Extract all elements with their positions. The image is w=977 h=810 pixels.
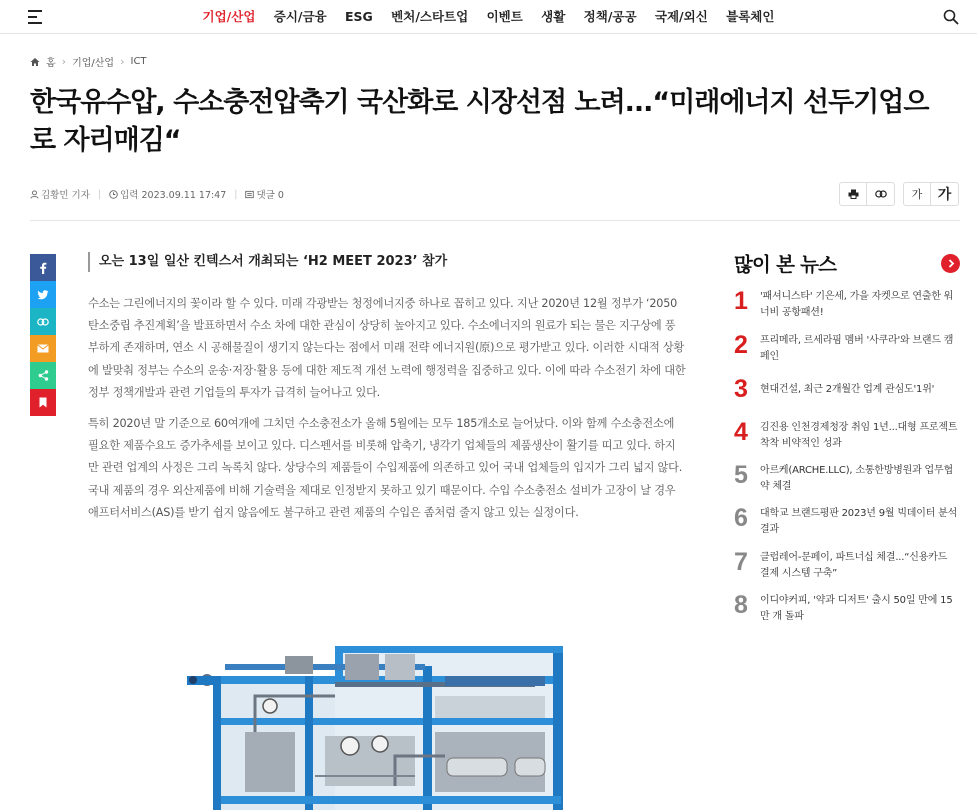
rank-number: 7 (734, 548, 748, 576)
comment-icon (245, 190, 254, 199)
nav-item-blockchain[interactable]: 블록체인 (726, 9, 775, 24)
facebook-icon (39, 262, 47, 274)
share-email-button[interactable] (30, 335, 56, 362)
article-photo (185, 636, 585, 810)
nav-item-event[interactable]: 이벤트 (486, 9, 523, 24)
meta-divider: | (97, 188, 102, 200)
author (30, 187, 90, 201)
most-viewed-headline: 이디야커피, '약과 디저트' 출시 50일 만에 15만 개 돌파 (760, 595, 953, 622)
print-icon (848, 189, 859, 199)
link-icon (875, 190, 887, 198)
most-viewed-item[interactable] (734, 288, 960, 320)
font-size-group (903, 182, 959, 206)
header-divider (30, 220, 960, 221)
nav-item-venture[interactable]: 벤처/스타트업 (391, 9, 469, 24)
share-facebook-button[interactable] (30, 254, 56, 281)
breadcrumb-subsection[interactable]: ICT (130, 56, 147, 67)
most-viewed-item[interactable] (734, 462, 960, 494)
article-paragraph: 수소는 그린에너지의 꽃이라 할 수 있다. 미래 각광받는 청정에너지중 하나로 꼽히고 있다. 지난 2020년 12월 정부가 ‘2050 탄소중립 추진계획’을 발표하면서 수소 차에 대한 관심이 상당히 높아지고 있다. 수소에너지의 원료가 되는 물은 지구상에 풍부하게 존재하며, 연소 시 공해물질이 생기지 않는다는 점에서 미래 전략 에너지원(原)으로 평가받고 있다. 이러한 시대적 상황에 발맞춰 정부는 수소의 운송·저장·활용 등에 대한 제도적 개선 노력에 행정력을 집중하고 있다. 이에 따라 수소전기 차에 대한 정부 정책개발과 관련 기업들의 투자가 급격히 늘어나고 있다. (88, 297, 686, 399)
chevron-right-icon: › (120, 55, 125, 68)
more-button[interactable] (941, 254, 960, 273)
top-bar (0, 0, 977, 34)
font-decrease-button[interactable]: 가 (904, 183, 931, 205)
copy-link-button[interactable] (867, 183, 894, 205)
chevron-right-icon (947, 259, 955, 268)
bookmark-icon (39, 397, 47, 408)
clock-icon (109, 190, 118, 199)
email-icon (37, 344, 49, 353)
most-viewed-item[interactable] (734, 419, 960, 451)
breadcrumb (30, 54, 147, 69)
search-icon[interactable] (943, 9, 959, 25)
most-viewed-item[interactable] (734, 592, 960, 624)
chevron-right-icon: › (61, 55, 67, 68)
publish-date-text: 입력 2023.09.11 17:47 (120, 190, 227, 201)
nav-item-international[interactable]: 국제/외신 (654, 9, 708, 24)
rank-number: 3 (734, 375, 748, 403)
print-button[interactable] (840, 183, 867, 205)
link-icon (37, 318, 49, 326)
nav-item-life[interactable]: 생활 (541, 9, 566, 24)
nav-item-policy[interactable]: 정책/공공 (583, 9, 637, 24)
twitter-icon (37, 290, 49, 300)
article-body (88, 293, 686, 533)
most-viewed-headline: 아르케(ARCHE.LLC), 소통한방병원과 업무협약 체결 (760, 465, 953, 492)
most-viewed-item[interactable] (734, 505, 960, 537)
home-icon (30, 57, 40, 67)
user-icon (30, 190, 39, 199)
share-link-button[interactable] (30, 308, 56, 335)
article-meta (30, 187, 284, 201)
article-title: 한국유수압, 수소충전압축기 국산화로 시장선점 노려...“미래에너지 선두기업으 로 자리매김“ (30, 87, 929, 156)
most-viewed-item[interactable] (734, 549, 960, 581)
most-viewed-panel (734, 248, 960, 622)
breadcrumb-home[interactable]: 홈 (46, 58, 56, 69)
rank-number: 2 (734, 331, 748, 359)
article-paragraph: 특히 2020년 말 기준으로 60여개에 그치던 수소충전소가 올해 5월에는 모두 185개소로 늘어났다. 이와 함께 수소충전소에 필요한 제품수요도 증가추세를 보이고 있다. 디스펜서를 비롯해 압축기, 냉각기 업체들의 제품생산이 활기를 띠고 있다. 하지만 관련 업계의 사정은 그리 녹록치 않다. 상당수의 제품들이 수입제품에 의존하고 있어 국내 업체들의 입지가 그리 넓지 않다. 국내 제품의 경우 외산제품에 비해 기술력을 제대로 인정받지 못하고 있기 때문이다. 수입 수소충전소 설비가 고장이 날 경우 애프터서비스(AS)를 받기 쉽지 않음에도 불구하고 관련 제품의 수입은 좀처럼 줄지 않고 있는 실정이다. (88, 417, 683, 519)
share-twitter-button[interactable] (30, 281, 56, 308)
share-bar (30, 254, 56, 416)
most-viewed-headline: 김진용 인천경제청장 취임 1년...대형 프로젝트 착착 비약적인 성과 (760, 422, 958, 449)
article-subtitle: 오는 13일 일산 킨텍스서 개최되는 ‘H2 MEET 2023’ 참가 (88, 252, 447, 272)
rank-number: 5 (734, 461, 748, 489)
most-viewed-header (734, 248, 960, 278)
most-viewed-headline: 현대건설, 최근 2개월간 업계 관심도'1위' (760, 384, 935, 395)
share-more-button[interactable] (30, 362, 56, 389)
rank-number: 4 (734, 418, 748, 446)
publish-date (109, 187, 226, 201)
bookmark-button[interactable] (30, 389, 56, 416)
most-viewed-headline: 프리메라, 르세라핌 멤버 '사쿠라'와 브랜드 캠페인 (760, 335, 954, 362)
nav-item-esg[interactable]: ESG (345, 9, 373, 24)
nav-item-industry[interactable]: 기업/산업 (202, 9, 256, 24)
nav-item-finance[interactable]: 증시/금융 (273, 9, 327, 24)
main-nav (0, 0, 977, 34)
rank-number: 8 (734, 591, 748, 619)
most-viewed-headline: 대학교 브랜드평판 2023년 9월 빅데이터 분석결과 (760, 508, 958, 535)
comment-count-text: 댓글 0 (256, 190, 284, 201)
most-viewed-item[interactable] (734, 376, 960, 403)
breadcrumb-section[interactable]: 기업/산업 (72, 58, 115, 69)
comment-count[interactable] (245, 187, 283, 201)
most-viewed-headline: 클럽레어-문페이, 파트너십 체결...“신용카드 결제 시스템 구축” (760, 552, 948, 579)
font-increase-button[interactable]: 가 (937, 187, 952, 203)
author-name: 김황민 기자 (41, 190, 90, 201)
rank-number: 1 (734, 287, 748, 315)
share-icon (38, 370, 49, 381)
meta-divider: | (234, 188, 238, 200)
most-viewed-headline: '패셔니스타' 기은세, 가을 자켓으로 연출한 워너비 공항패션! (760, 291, 954, 318)
most-viewed-title: 많이 본 뉴스 (734, 253, 837, 276)
most-viewed-item[interactable] (734, 332, 960, 364)
rank-number: 6 (734, 504, 748, 532)
article-tools (839, 182, 959, 206)
print-link-group (839, 182, 895, 206)
